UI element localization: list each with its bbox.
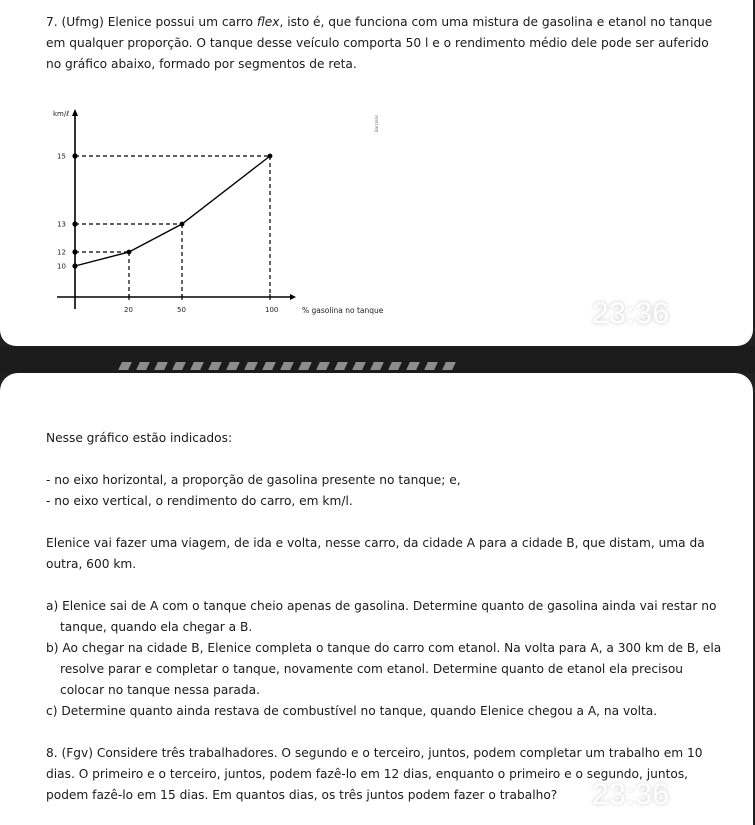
cropped-text-artifact [118,362,462,370]
question-7-text [46,12,726,75]
intro-line: Nesse gráfico estão indicados: [46,431,233,445]
y-tick-label: 10 [57,262,66,271]
timestamp-bottom [592,778,724,812]
x-tick-label: 50 [177,306,186,314]
data-point [127,250,132,255]
y-axis-label: km/ℓ [53,110,70,118]
double-check-icon [680,782,724,808]
double-check-icon [680,301,724,327]
timestamp-top [592,297,724,331]
data-point [180,222,185,227]
y-tick-label: 15 [57,152,66,161]
x-tick-label: 100 [265,306,279,314]
x-axis-arrow [290,294,296,300]
bullet-horizontal: - no eixo horizontal, a proporção de gasolina presente no tanque; e, [46,473,461,487]
side-credit: Barcelós [374,114,379,132]
timestamp-bottom-text: 23:36 [592,778,670,811]
trip-description: Elenice vai fazer uma viagem, de ida e volta, nesse carro, da cidade A para a cidade B, que distam, uma da outra, 600 km. [46,536,705,571]
question-7-continuation [46,428,726,806]
question-8: 8. (Fgv) Considere três trabalhadores. O segundo e o terceiro, juntos, podem completar um trabalho em 10 dias. O primeiro e o terceiro, juntos, podem fazê-lo em 12 dias, enquanto o primeiro e o segundo, juntos, podem fazê-lo em 15 dias. Em quantos dias, os três juntos podem fazer o trabalho? [46,746,703,802]
item-a: a) Elenice sai de A com o tanque cheio apenas de gasolina. Determine quanto de gasolina ainda vai restar no tanque, quando ela chegar a B. [46,599,717,634]
data-point [268,154,273,159]
item-c: c) Determine quanto ainda restava de combustível no tanque, quando Elenice chegou a A, na volta. [46,704,658,718]
bullet-vertical: - no eixo vertical, o rendimento do carro, em km/l. [46,494,353,508]
flex-word: flex [256,15,280,29]
item-b: b) Ao chegar na cidade B, Elenice completa o tanque do carro com etanol. Na volta para A, a 300 km de B, ela resolve parar e completar o tanque, novamente com etanol. Determine quanto de etanol ela precisou colocar no tanque nessa parada. [46,641,722,697]
y-axis-arrow [72,109,78,116]
question-7-rest: , isto é, que funciona com uma mistura de gasolina e etanol no tanque em qualquer proporção. O tanque desse veículo comporta 50 l e o rendimento médio dele pode ser auferido no gráfico abaixo, formado por segmentos de reta. [46,15,713,71]
timestamp-top-text: 23:36 [592,297,670,330]
message-card-top[interactable] [0,0,753,346]
data-line [75,156,270,266]
y-tick-label: 12 [57,248,66,257]
y-tick-label: 13 [57,220,66,229]
x-axis-label: % gasolina no tanque [302,306,384,315]
x-tick-label: 20 [124,306,133,314]
efficiency-chart [40,100,440,330]
question-7-intro: 7. (Ufmg) Elenice possui um carro [46,15,257,29]
